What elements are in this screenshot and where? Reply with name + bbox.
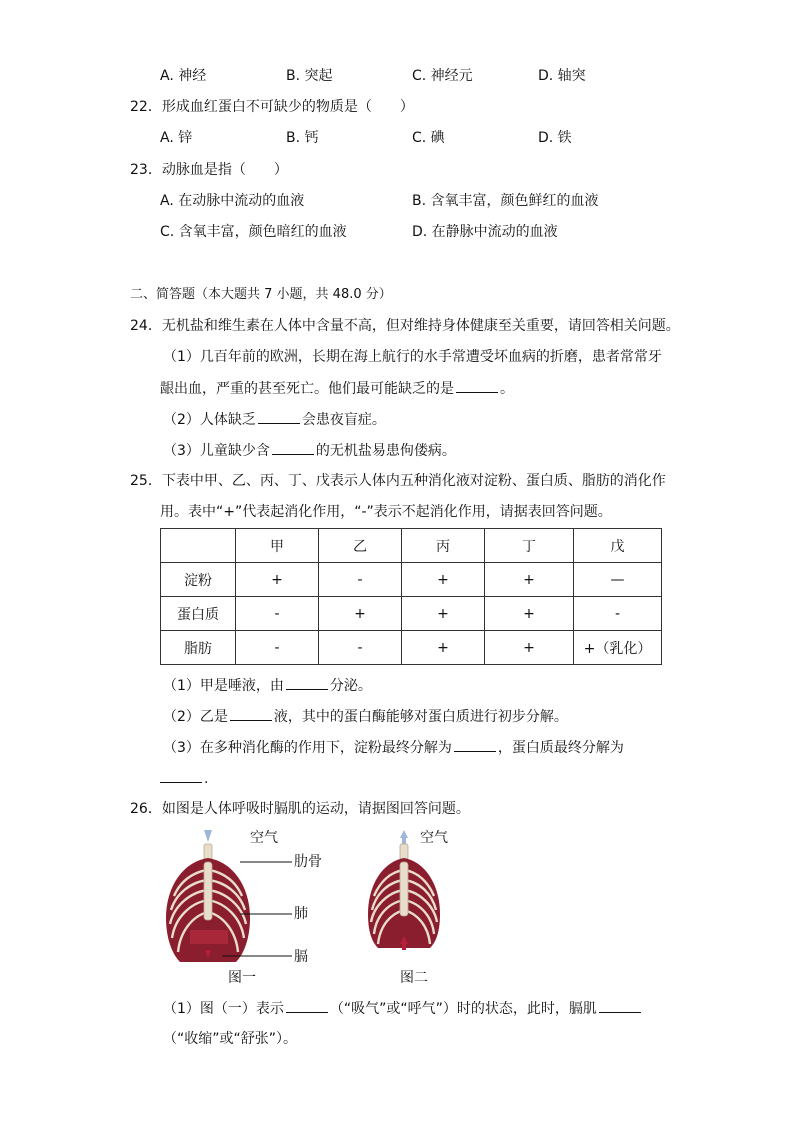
table-cell: - [236,597,319,631]
answer-blank[interactable] [286,675,328,690]
answer-blank[interactable] [456,378,498,393]
table-cell: 脂肪 [161,631,236,665]
q25-stem-line1: 25．下表中甲、乙、丙、丁、戊表示人体内五种消化液对淀粉、蛋白质、脂肪的消化作 [130,473,666,489]
table-header-cell: 丙 [402,529,485,563]
table-row [161,563,662,597]
table-cell: + [402,597,485,631]
q21-option-b: B. 突起 [286,68,333,84]
answer-blank[interactable] [160,768,202,783]
table-cell: — [574,563,662,597]
answer-blank[interactable] [286,998,328,1013]
q22-option-c: C. 碘 [412,130,445,146]
q25-stem-line2: 用。表中“+”代表起消化作用，“-”表示不起消化作用，请据表回答问题。 [160,504,612,520]
table-cell: + [485,631,574,665]
table-header-cell: 丁 [485,529,574,563]
q21-option-d: D. 轴突 [538,68,586,84]
table-header-cell: 甲 [236,529,319,563]
fig2-air-label: 空气 [420,830,448,846]
q24-part3: （3）儿童缺少含 的无机盐易患佝偻病。 [163,440,456,461]
section-title: 二、简答题（本大题共 7 小题，共 48.0 分） [130,287,392,302]
table-cell: + [236,563,319,597]
table-cell: + [485,563,574,597]
table-header-cell: 乙 [319,529,402,563]
q24-part2: （2）人体缺乏 会患夜盲症。 [163,409,386,430]
table-cell: - [236,631,319,665]
q22-stem: 22．形成血红蛋白不可缺少的物质是（ ） [130,99,414,115]
table-cell: + [485,597,574,631]
q22-option-a: A. 锌 [160,130,193,146]
q26-part1-line2: （“收缩”或“舒张”）。 [163,1031,298,1047]
fig1-diaphragm-label: 膈 [294,949,308,965]
q25-part3-cont: . [160,768,208,789]
table-cell: 淀粉 [161,563,236,597]
q23-option-b: B. 含氧丰富，颜色鲜红的血液 [412,193,599,209]
q23-option-d: D. 在静脉中流动的血液 [412,224,558,240]
q21-option-c: C. 神经元 [412,68,473,84]
table-header-row [161,529,662,563]
answer-blank[interactable] [272,440,314,455]
q22-option-d: D. 铁 [538,130,572,146]
table-cell: - [574,597,662,631]
q24-part1-line1: （1）几百年前的欧洲，长期在海上航行的水手常遭受坏血病的折磨，患者常常牙 [163,349,662,365]
q26-part1-line1: （1）图（一）表示 （“吸气”或“呼气”）时的状态，此时，膈肌 [163,998,643,1019]
q24-part1-line2: 龈出血，严重的甚至死亡。他们最可能缺乏的是 。 [160,378,514,399]
table-cell: - [319,563,402,597]
table-row [161,597,662,631]
table-header-cell [161,529,236,563]
table-header-cell: 戊 [574,529,662,563]
answer-blank[interactable] [258,409,300,424]
fig2-caption: 图二 [400,970,428,986]
table-cell: + [402,631,485,665]
fig1-lung-label: 肺 [294,906,308,922]
q23-option-a: A. 在动脉中流动的血液 [160,193,305,209]
answer-blank[interactable] [454,737,496,752]
table-cell: - [319,631,402,665]
fig1-rib-label: 肋骨 [294,854,322,870]
answer-blank[interactable] [599,998,641,1013]
answer-blank[interactable] [230,706,272,721]
q24-stem: 24．无机盐和维生素在人体中含量不高，但对维持身体健康至关重要，请回答相关问题。 [130,318,680,334]
q26-stem: 26．如图是人体呼吸时膈肌的运动，请据图回答问题。 [130,801,470,817]
q23-stem: 23．动脉血是指（ ） [130,162,288,178]
table-cell: + [319,597,402,631]
q23-option-c: C. 含氧丰富，颜色暗红的血液 [160,224,347,240]
q25-part3: （3）在多种消化酶的作用下，淀粉最终分解为 ，蛋白质最终分解为 [163,737,624,758]
q25-part1: （1）甲是唾液，由 分泌。 [163,675,372,696]
fig2-ribcage-illustration [356,826,466,976]
fig1-air-label: 空气 [250,830,278,846]
digestion-table [160,528,662,665]
q21-option-a: A. 神经 [160,68,207,84]
table-cell: +（乳化） [574,631,662,665]
table-row [161,631,662,665]
q22-option-b: B. 钙 [286,130,319,146]
fig1-caption: 图一 [228,970,256,986]
table-cell: + [402,563,485,597]
q25-part2: （2）乙是 液，其中的蛋白酶能够对蛋白质进行初步分解。 [163,706,568,727]
table-cell: 蛋白质 [161,597,236,631]
